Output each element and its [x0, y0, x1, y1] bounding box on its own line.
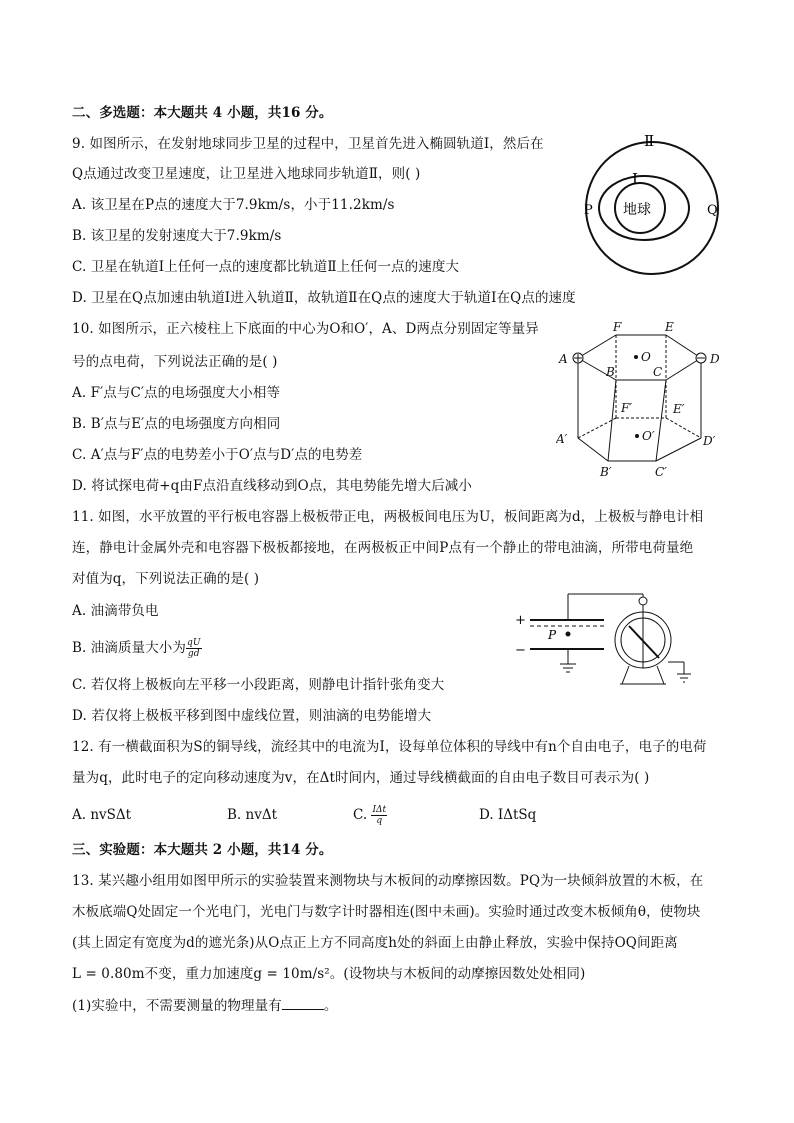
- fraction-numerator: IΔt: [372, 805, 387, 815]
- fraction-denominator: q: [376, 816, 383, 826]
- answer-blank[interactable]: [282, 995, 324, 1010]
- oil-drop-dot: [566, 632, 571, 637]
- plus-sign: +: [515, 613, 526, 628]
- q10-option-c: C. A′点与F′点的电势差小于O′点与D′点的电势差: [72, 447, 363, 463]
- q9-option-c: C. 卫星在轨道Ⅰ上任何一点的速度都比轨道Ⅱ上任何一点的速度大: [72, 259, 460, 275]
- q11-option-d: D. 若仅将上极板平移到图中虚线位置，则油滴的电势能增大: [72, 708, 432, 724]
- q9-option-d: D. 卫星在Q点加速由轨道Ⅰ进入轨道Ⅱ，故轨道Ⅱ在Q点的速度大于轨道Ⅰ在Q点的速度: [72, 290, 576, 306]
- q10-stem-line1: 10. 如图所示，正六棱柱上下底面的中心为O和O′，A、D两点分别固定等量异: [72, 321, 539, 337]
- minus-sign: −: [515, 643, 526, 658]
- q12-stem-line2: 量为q，此时电子的定向移动速度为v，在Δt时间内，通过导线横截面的自由电子数目可表示为( ): [72, 770, 650, 786]
- label-earth: 地球: [623, 202, 651, 218]
- center-o-dot: [634, 355, 638, 359]
- q13-stem-line3: (其上固定有宽度为d的遮光条)从O点正上方不同高度h处的斜面上由静止释放，实验中保持OQ间距离: [72, 935, 678, 951]
- center-o-prime-dot: [635, 434, 639, 438]
- label-c: C: [653, 365, 663, 379]
- q10-hexagonal-prism-figure: [556, 318, 726, 488]
- q13-stem-line2: 木板底端Q处固定一个光电门，光电门与数字计时器相连(图中未画)。实验时通过改变木板倾角θ，使物块: [72, 904, 701, 920]
- q12-option-b: B. nvΔt: [227, 807, 277, 823]
- label-e-prime: E′: [673, 402, 685, 416]
- label-p-point: P: [548, 628, 557, 642]
- label-p: P: [584, 203, 593, 218]
- q11-option-b: [72, 638, 202, 659]
- label-f-prime: F′: [621, 401, 633, 415]
- q10-option-b: B. B′点与E′点的电场强度方向相同: [72, 416, 281, 432]
- label-a: A: [559, 352, 568, 366]
- q11-capacitor-figure: [512, 586, 702, 696]
- label-a-prime: A′: [556, 432, 568, 446]
- label-o: O: [641, 350, 651, 364]
- q9-stem-line2: Q点通过改变卫星速度，让卫星进入地球同步轨道Ⅱ，则( ): [72, 166, 421, 182]
- q13-subquestion-1: [72, 995, 337, 1016]
- q9-orbit-figure: [583, 128, 723, 280]
- label-o-prime: O′: [642, 429, 655, 443]
- fraction-denominator: gd: [187, 649, 200, 659]
- q10-stem-line2: 号的点电荷，下列说法正确的是( ): [72, 354, 278, 370]
- section-title-multiple-choice: 二、多选题：本大题共 4 小题，共16 分。: [72, 105, 333, 121]
- q12-option-a: A. nvSΔt: [72, 807, 132, 823]
- q11-option-b-fraction: [186, 638, 202, 659]
- q10-option-a: A. F′点与C′点的电场强度大小相等: [72, 385, 281, 401]
- section-title-experiment: 三、实验题：本大题共 2 小题，共14 分。: [72, 842, 333, 858]
- q12-option-c-fraction: [371, 805, 387, 826]
- q13-stem-line1: 13. 某兴趣小组用如图甲所示的实验装置来测物块与木板间的动摩擦因数。PQ为一块倾斜放置的木板，在: [72, 873, 704, 889]
- label-orbit-1: Ⅰ: [632, 170, 638, 188]
- q11-option-b-text: B. 油滴质量大小为: [72, 640, 187, 656]
- q12-stem-line1: 12. 有一横截面积为S的铜导线，流经其中的电流为I，设每单位体积的导线中有n个自由电子，电子的电荷: [72, 739, 707, 755]
- q13-stem-line4: L = 0.80m不变，重力加速度g = 10m/s²。(设物块与木板间的动摩擦因数处处相同): [72, 966, 586, 982]
- q12-option-c: [353, 805, 387, 826]
- q10-option-d: D. 将试探电荷+q由F点沿直线移动到O点，其电势能先增大后减小: [72, 478, 473, 494]
- label-q: Q: [707, 203, 718, 218]
- q12-option-c-text: C.: [353, 807, 372, 823]
- q11-stem-line3: 对值为q，下列说法正确的是( ): [72, 571, 260, 587]
- label-f: F: [613, 320, 622, 334]
- label-c-prime: C′: [655, 465, 667, 479]
- q13-sub1-end: 。: [323, 998, 338, 1014]
- q13-sub1-text: (1)实验中，不需要测量的物理量有: [72, 998, 282, 1014]
- label-e: E: [665, 320, 674, 334]
- orbit-2-circle: [586, 142, 718, 274]
- q11-option-a: A. 油滴带负电: [72, 603, 159, 619]
- q9-stem-line1: 9. 如图所示，在发射地球同步卫星的过程中，卫星首先进入椭圆轨道Ⅰ，然后在: [72, 136, 544, 152]
- q11-option-c: C. 若仅将上极板向左平移一小段距离，则静电计指针张角变大: [72, 677, 445, 693]
- q12-option-d: D. IΔtSq: [479, 807, 537, 823]
- label-orbit-2: Ⅱ: [644, 132, 655, 150]
- fraction-numerator: qU: [187, 638, 201, 648]
- label-d-prime: D′: [703, 434, 716, 448]
- label-b-prime: B′: [600, 465, 612, 479]
- q11-stem-line1: 11. 如图，水平放置的平行板电容器上极板带正电，两极板间电压为U，板间距离为d，上极板与静电计相: [72, 509, 704, 525]
- label-d: D: [710, 352, 720, 366]
- q9-option-a: A. 该卫星在P点的速度大于7.9km/s，小于11.2km/s: [72, 197, 395, 213]
- q11-stem-line2: 连，静电计金属外壳和电容器下极板都接地，在两极板正中间P点有一个静止的带电油滴，所带电荷量绝: [72, 540, 694, 556]
- q9-option-b: B. 该卫星的发射速度大于7.9km/s: [72, 228, 282, 244]
- label-b: B: [606, 365, 615, 379]
